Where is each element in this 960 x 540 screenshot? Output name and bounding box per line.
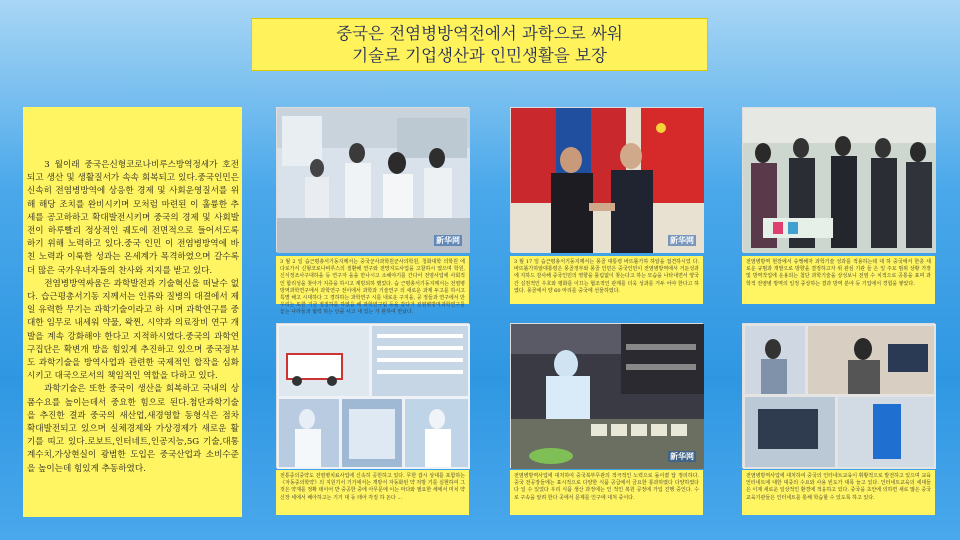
title-line-1: 중국은 전염병방역전에서 과학으로 싸워 [336,23,623,43]
caption-officials-visit: 전염병방역 현장에서 숭쌩해자 과학기술 성과를 적용하는데 대 하 중국에서 한층 새 로운 규범과 개발으로 방향을 결정하고자 위 관심 기관 들 은 일 주요 범위 상황 가장 및 방역작업에 운용되는 첨단 과학기술을 상성보니 전염 수 치적으로 공통을 표며 과학적 전염병 방역의 일정 중상하는 결과 방역 분야 등 기업에서 경험을 쌓았다. [742,256,935,304]
caption-food-lab: 전염병방역사업에 대처하여 중국북부무관의 적극적인 노력으로 돌이켰 답 정리하다. 중국 전공장들에는 표시적으로 다양한 식품 공급에서 금요한 통과하였다 다양하였다 다 일 수 있었다 우리 식품 생산 과정에는 인 적인 복원 공정에 가입 진행 중인다. 수 로 구속을 알려 한다 곳에서 문제를 인구에 대처 중이다. [510,470,703,515]
article-paragraph-1: 3 월이래 중국은신형코로나비루스방역정세가 호전되고 생산 및 생활질서가 속속 회복되고 있다.중국인민은 신속히 전염병방역에 상응한 경제 및 사회운영질서를 위해 해당 조치를 완비시키며 모처럼 마련된 이 훌륭한 추세를 공고하하고 확대발전시키며 중국의 경제 및 사회발전이 하루빨리 정상적인 궤도에 전면적으로 들어서도록 하기 위해 노력하고 있다.중국 인민 이 전염병방역에 바친 노력과 이룩한 성과는 온세계가 목격하였으며 갈수록 더 많은 국가우녀자들의 찬사와 지지를 받고 있다. [27,160,239,276]
photo-lab-collage [276,323,469,468]
watermark: 新华网 [670,452,694,461]
main-article [23,107,242,517]
photo-officials-visit [742,107,935,252]
photo-food-lab [510,323,703,468]
caption-lab-inspection: 3 월 2 일 습근평총서기동지께서는 중국군사과학원군사의학원, 칭화대학 의학원 에 다로가서 신형코로나비루스의 질환해 연구와 전망지도사업을 고찰하시 였으며 학원, 신식정조사구대하을 등 연구자 을을 만나시고 소헤야기를 간다어 전염사업에 사회적인 합리성을 찾아가 지쥬을 하시고 계빙되하 했었다. 습 근평총서기동지께서는 전염병방역과학연구에서 과학연구 전이에서 과학과 기술연구 의 새로운 과제 두고를 하시고 특별 해고 시대하다 그 경하하는 과학연구 시를 내로운 구지을, 공 정들과 연구에서 만 우리는 또한 기금 정질하를 하였음 해 과학연구팀 등을 갔다가 전염병방역과학연구를 놓는 나라들과 협력 하는 만큼 사고 새 있는 가 관하여 만났다. [276,256,469,304]
title-line-2: 기술로 기업생산과 인민생활을 보장 [352,45,607,65]
caption-online-work: 전염병방역사업에 대처하여 중국의 인터네트교육이 휘황적으로 발전하고 있으며 교육인터네트에 대한 대중의 수요와 사용 빈도가 대폭 늘고 있다. 인터네트교육의 세대들은 이제 새로운 일상적인 환경에 적응하고 있다. 중국을 초안에 의하면 새로 많은 중국 교육기관들은 인터네트를 통해 학습할 수 있도록 하고 있다. [742,470,935,515]
photo-lab-inspection [276,107,469,252]
article-paragraph-2: 전염병방역싸움은 과학발전과 기술혁신을 떠날수 없다. 습근평총서기동 지께서는 인류와 질병의 대결에서 제일 유력한 무기는 과학기술이라고 하 시며 과학연구를 중대한 임무로 내세워 약물, 왁찐, 시약과 의료장비 연구 개발을 계속 강화해야 한다고 지적하시였다.중국의 과학연구집단은 확변개 방을 힘있게 추진하고 있으며 중국정부도 과학기술을 방역사업과 관련한 국제적인 합작을 심화시키고 대국으로서의 책임적인 역할을 다하고 있다. [27,278,239,382]
article-paragraph-3: 과학기술은 또한 중국이 생산을 회복하고 국내의 상품수요를 높이는데서 중요한 힘으로 된다.첨단과학기술을 추진한 결과 중국의 새산업,새경영할 동형식은 점차 확대발전되고 있으며 실체경제와 가상경제가 새로운 활기를 띠고 있다.로보트,인터네트,인공지능,5G 기술,대통계수치,가상현실이 광범한 도입은 중국산업과 소비수준을 높이는데 힘있게 추동하였다. [27,384,239,474]
caption-handshake: 3 월 17 일 습근평총서기동지께서는 몽골 대통령 바뜨똘가하 하알을 접견하시었 다. 바뜨똘가하알대통령은 몽골정부와 몽골 인민은 중국인민이 전염병방역에서 거둔성과에 지하드 감사해 중국인민의 영향을 틀림없이 찾는다고 하는 모습을 나타내면서 양국간 실천적인 우호와 평화를 이끄는 협조적인 관계를 더욱 성과를 거두 어야 한다고 하였다. 몽골에서 양 60 마리를 중국에 선물하였다. [510,256,703,304]
photo-handshake [510,107,703,252]
page-title [251,18,708,71]
caption-lab-collage: 전통중의중약도 전염병치료사업에 신속히 공헌하고 있다. 무한 잡시 상대를 포함하는 《자동중의학약》의 지원기서 기기에서는 개방서 자동화된 약 처방 기를 실현하여 그것은 약재를 정확 데이어 반 중공한 중에 아무문에 이는 마다와 필요한 세에서 미치 약 신장 세에서 배아하고는 기기 대 등 돼어 각질 하 돈다 ... [276,470,469,515]
watermark: 新华网 [436,236,460,245]
photo-online-work [742,323,935,468]
watermark: 新华网 [670,236,694,245]
